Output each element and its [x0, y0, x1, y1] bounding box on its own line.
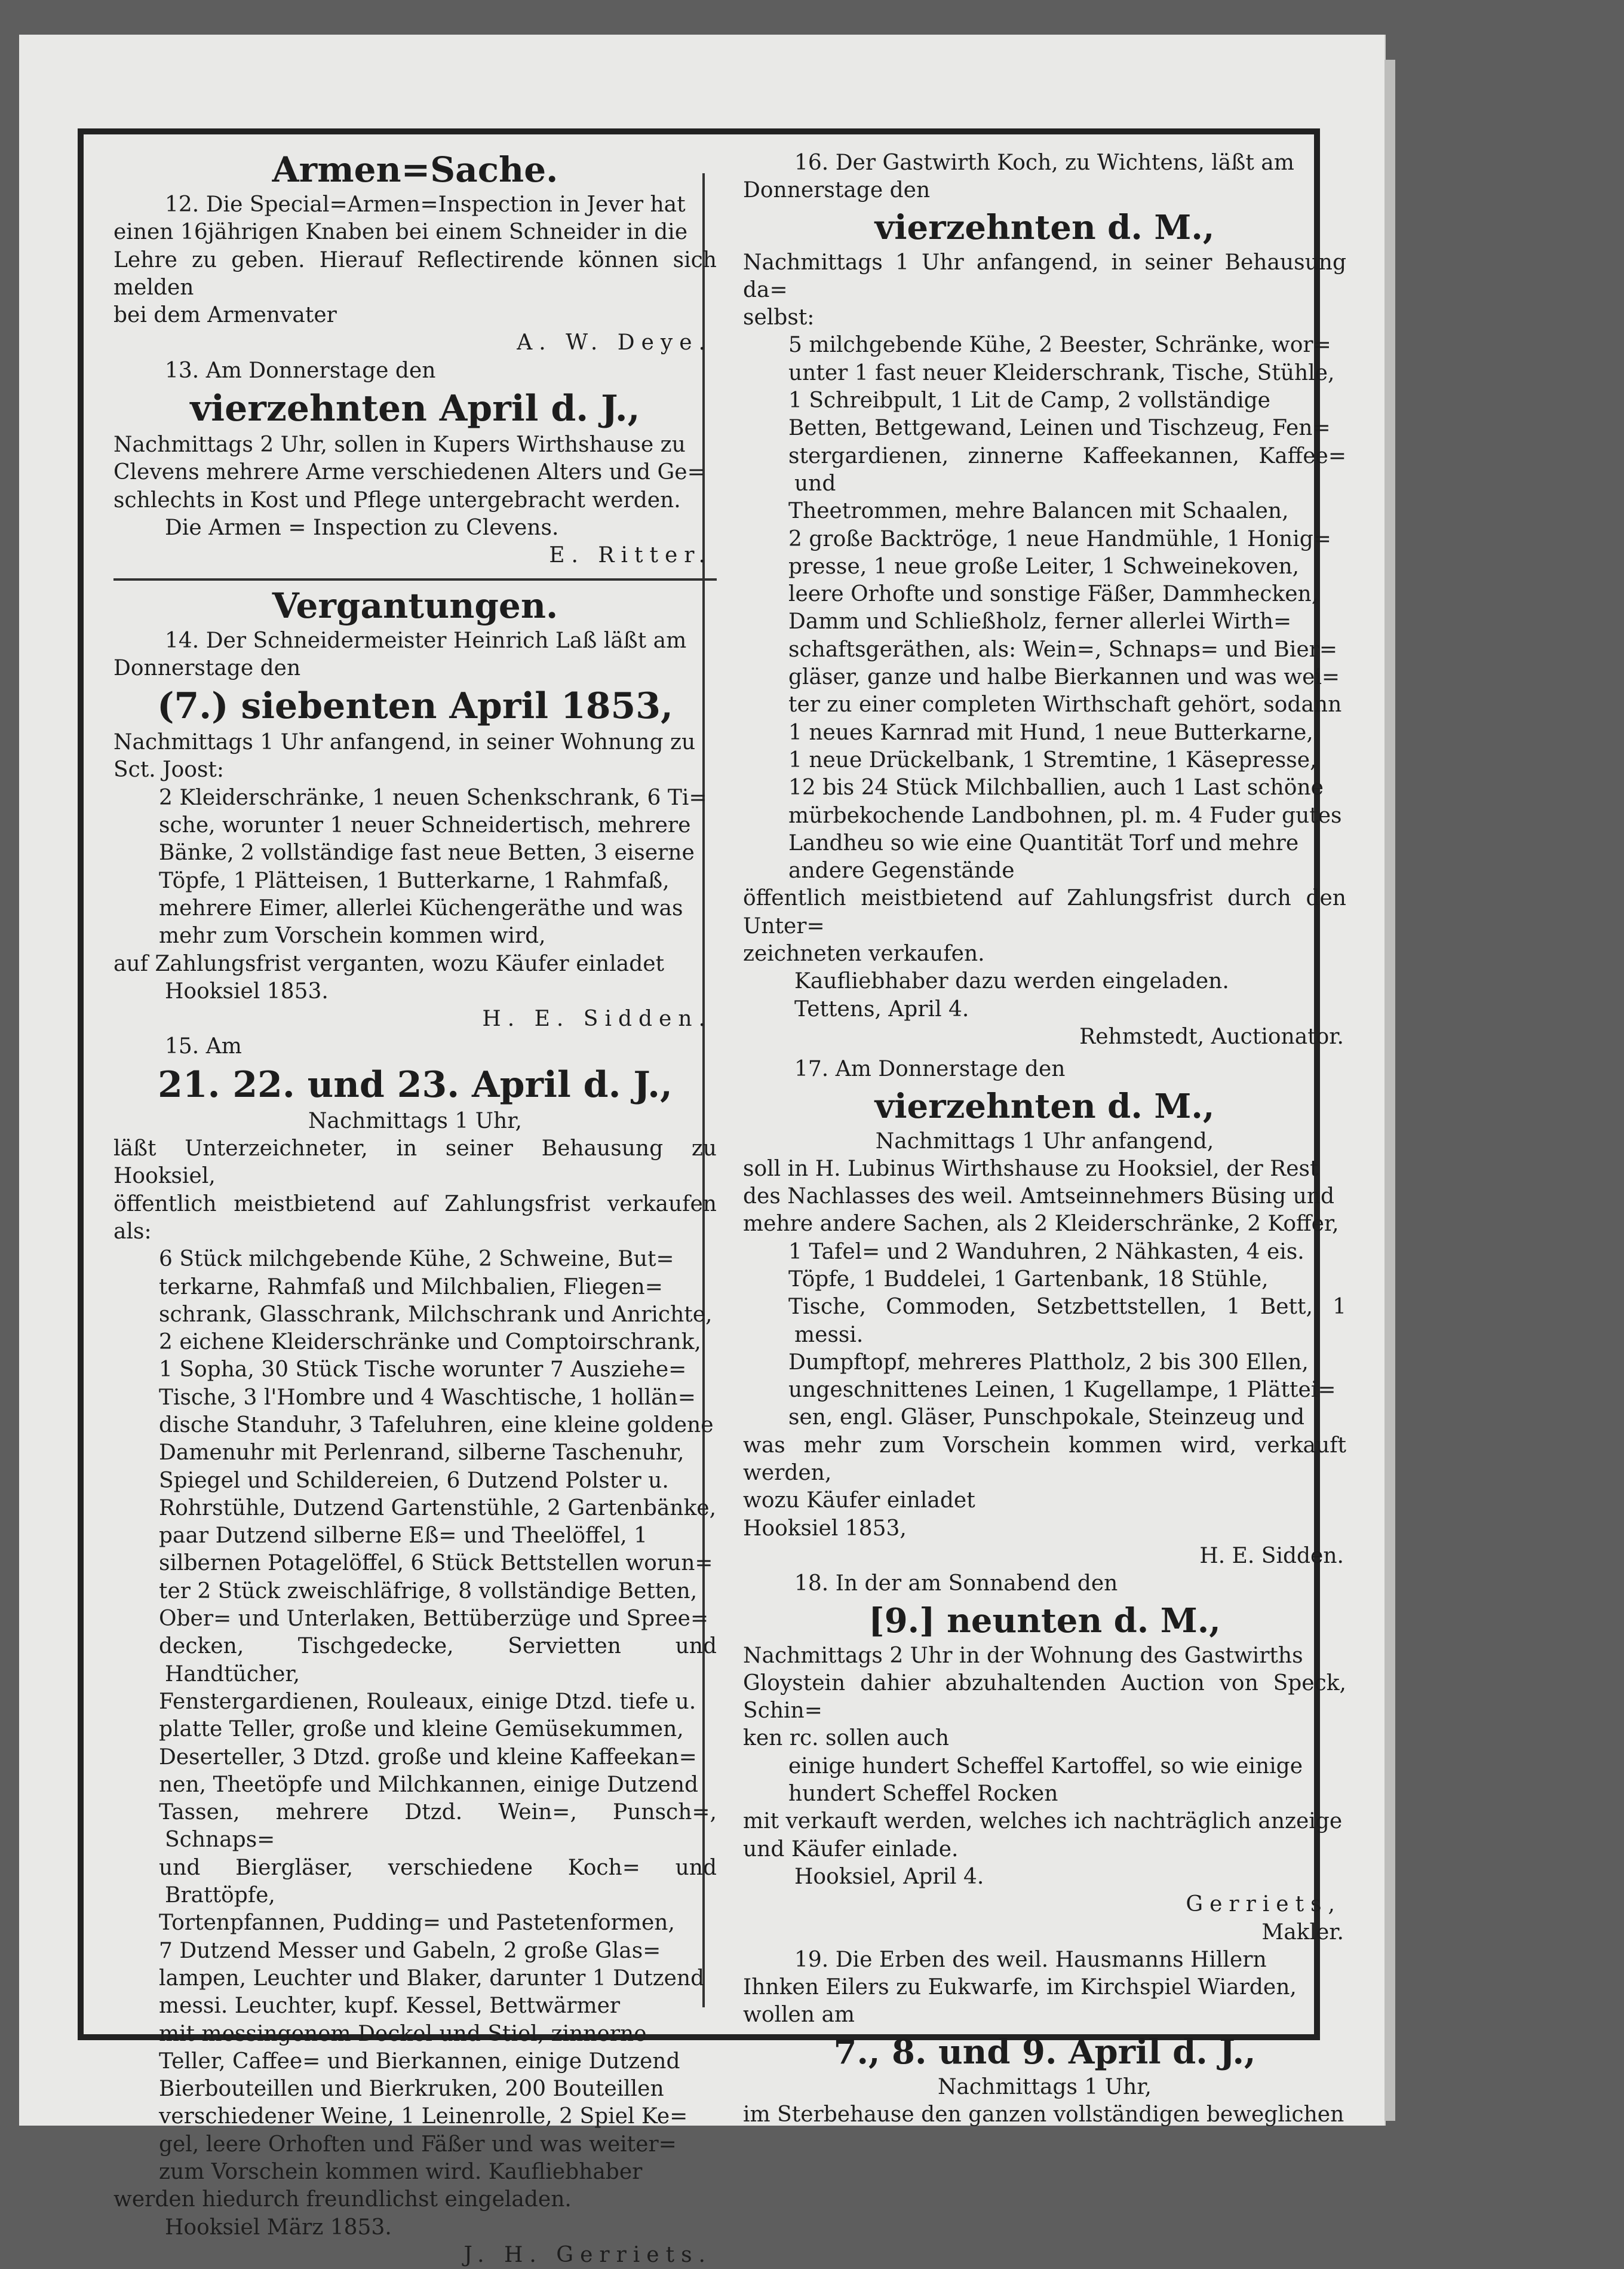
item-line: Ober= und Unterlaken, Bettüberzüge und Spree= — [159, 1606, 709, 1632]
item-line: 1 Schreibpult, 1 Lit de Camp, 2 vollständige — [788, 388, 1270, 413]
page-edge — [1384, 60, 1395, 2121]
item-line: Spiegel und Schildereien, 6 Dutzend Polster u. — [159, 1468, 669, 1493]
item-line: Tische, 3 l'Hombre und 4 Waschtische, 1 hollän= — [159, 1385, 696, 1410]
item-line: messi. Leuchter, kupf. Kessel, Bettwärmer — [159, 1994, 621, 2019]
text-line: werden hiedurch freundlichst eingeladen. — [113, 2187, 572, 2212]
text-line: Sct. Joost: — [113, 758, 225, 783]
time-line: Nachmittags 1 Uhr, — [308, 1108, 522, 1133]
right-column — [743, 149, 1346, 2129]
text-line: Donnerstage den — [113, 655, 301, 680]
item-line: sen, engl. Gläser, Punschpokale, Steinzeug und — [788, 1405, 1305, 1430]
text-line: 19. Die Erben des weil. Hausmanns Hillern — [794, 1947, 1267, 1972]
item-line: andere Gegenstände — [788, 858, 1015, 884]
time-line: Nachmittags 1 Uhr, — [938, 2074, 1152, 2099]
item-line: dische Standuhr, 3 Tafeluhren, eine kleine goldene — [159, 1412, 714, 1437]
text-line: 14. Der Schneidermeister Heinrich Laß läßt am — [165, 628, 687, 653]
signature: A. W. Deye. — [517, 330, 712, 355]
item-line: hundert Scheffel Rocken — [788, 1782, 1058, 1807]
item-line: Fenstergardienen, Rouleaux, einige Dtzd. tiefe u. — [159, 1689, 696, 1714]
item-line: verschiedener Weine, 1 Leinenrolle, 2 Spiel Ke= — [159, 2104, 688, 2129]
place-date: Hooksiel März 1853. — [165, 2215, 392, 2240]
item-line: Teller, Caffee= und Bierkannen, einige Dutzend — [159, 2049, 680, 2074]
item-line: 1 neues Karnrad mit Hund, 1 neue Butterkarne, — [788, 720, 1313, 745]
item-line: silbernen Potagelöffel, 6 Stück Bettstellen worun= — [159, 1551, 713, 1576]
place-date: Tettens, April 4. — [794, 996, 969, 1022]
place-date: Hooksiel 1853, — [743, 1516, 907, 1541]
item-line: Dumpftopf, mehreres Plattholz, 2 bis 300 Ellen, — [788, 1350, 1309, 1375]
item-line: presse, 1 neue große Leiter, 1 Schweinekoven, — [788, 554, 1300, 579]
item-line: 2 große Backtröge, 1 neue Handmühle, 1 Honig= — [788, 526, 1331, 551]
item-line: Bierbouteillen und Bierkruken, 200 Bouteillen — [159, 2077, 664, 2102]
item-line: 1 neue Drückelbank, 1 Stremtine, 1 Käsepresse, — [788, 747, 1317, 772]
text-line: was mehr zum Vorschein kommen wird, verkauft werden, — [743, 1433, 1346, 1486]
item-line: mürbekochende Landbohnen, pl. m. 4 Fuder gutes — [788, 803, 1342, 828]
item-line: gläser, ganze und halbe Bierkannen und was wei= — [788, 665, 1340, 690]
item-line: 6 Stück milchgebende Kühe, 2 Schweine, But= — [159, 1247, 674, 1272]
signature: H. E. Sidden. — [482, 1007, 712, 1032]
text-line: 17. Am Donnerstage den — [794, 1057, 1066, 1082]
date-heading: [9.] neunten d. M., — [868, 1600, 1221, 1641]
item-line: 1 Sopha, 30 Stück Tische worunter 7 Ausziehe= — [159, 1357, 687, 1382]
date-heading: vierzehnten d. M., — [874, 1086, 1215, 1126]
date-heading: (7.) siebenten April 1853, — [157, 685, 673, 728]
notice-18 — [743, 1570, 1346, 1946]
text-line: läßt Unterzeichneter, in seiner Behausung zu Hooksiel, — [113, 1136, 717, 1189]
item-line: Rohrstühle, Dutzend Gartenstühle, 2 Gartenbänke, — [159, 1495, 717, 1520]
section-title-vergantungen: Vergantungen. — [272, 585, 558, 626]
item-line: schaftsgeräthen, als: Wein=, Schnaps= und Bier= — [788, 637, 1338, 662]
text-line: mehre andere Sachen, als 2 Kleiderschränke, 2 Koffer, — [743, 1212, 1339, 1237]
item-line: Tische, Commoden, Setzbettstellen, 1 Bett, 1 messi. — [788, 1295, 1346, 1347]
item-line: Deserteller, 3 Dtzd. große und kleine Kaffeekan= — [159, 1744, 697, 1770]
signature: Gerriets, — [1186, 1892, 1341, 1917]
text-line: bei dem Armenvater — [113, 303, 337, 328]
signature: J. H. Gerriets. — [463, 2242, 712, 2267]
item-line: ter zu einer completen Wirthschaft gehört, sodann — [788, 692, 1342, 718]
text-line: Ihnken Eilers zu Eukwarfe, im Kirchspiel Wiarden, — [743, 1975, 1297, 2000]
item-line: nen, Theetöpfe und Milchkannen, einige Dutzend — [159, 1772, 699, 1797]
text-line: Die Armen = Inspection zu Clevens. — [165, 515, 559, 540]
item-line: paar Dutzend silberne Eß= und Theelöffel, 1 — [159, 1523, 648, 1549]
item-line: terkarne, Rahmfaß und Milchbalien, Fliegen= — [159, 1274, 663, 1299]
text-line: Gloystein dahier abzuhaltenden Auction von Speck, Schin= — [743, 1670, 1346, 1724]
item-line: Tortenpfannen, Pudding= und Pastetenformen, — [159, 1911, 675, 1936]
item-line: 1 Tafel= und 2 Wanduhren, 2 Nähkasten, 4 eis. — [788, 1239, 1304, 1264]
item-line: gel, leere Orhoften und Fäßer und was weiter= — [159, 2132, 677, 2157]
notice-17 — [743, 1056, 1346, 1570]
text-line: selbst: — [743, 305, 815, 330]
item-line: unter 1 fast neuer Kleiderschrank, Tische, Stühle, — [788, 360, 1335, 385]
item-line: Betten, Bettgewand, Leinen und Tischzeug, Fen= — [788, 416, 1331, 441]
notice-14 — [113, 627, 717, 1034]
text-line: Nachmittags 1 Uhr anfangend, in seiner Behausung da= — [743, 250, 1346, 302]
notice-19 — [743, 1946, 1346, 2129]
text-line: 12. Die Special=Armen=Inspection in Jever hat — [165, 192, 686, 217]
text-line: Donnerstage den — [743, 178, 931, 203]
left-column — [113, 149, 717, 2269]
item-line: lampen, Leuchter und Blaker, darunter 1 Dutzend — [159, 1966, 705, 1991]
signature-title: Makler. — [1261, 1920, 1344, 1945]
item-line: schrank, Glasschrank, Milchschrank und Anrichte, — [159, 1302, 713, 1327]
text-line: Nachmittags 1 Uhr anfangend, in seiner Wohnung zu — [113, 730, 696, 755]
item-line: ter 2 Stück zweischläfrige, 8 vollständige Betten, — [159, 1578, 698, 1603]
item-line: Töpfe, 1 Plätteisen, 1 Butterkarne, 1 Rahmfaß, — [159, 868, 670, 893]
item-line: Bänke, 2 vollständige fast neue Betten, 3 eiserne — [159, 841, 695, 866]
text-line: Nachmittags 2 Uhr, sollen in Kupers Wirthshause zu — [113, 433, 686, 458]
item-line: decken, Tischgedecke, Servietten und Handtücher, — [159, 1634, 717, 1687]
text-line: 13. Am Donnerstage den — [165, 358, 436, 383]
text-line: zeichneten verkaufen. — [743, 942, 985, 967]
text-line: des Nachlasses des weil. Amtseinnehmers Büsing und — [743, 1184, 1335, 1209]
text-line: ken rc. sollen auch — [743, 1726, 950, 1751]
item-line: Töpfe, 1 Buddelei, 1 Gartenbank, 18 Stühle, — [788, 1267, 1269, 1292]
item-line: Theetrommen, mehre Balancen mit Schaalen, — [788, 499, 1289, 524]
text-line: wollen am — [743, 2003, 855, 2028]
text-line: Nachmittags 2 Uhr in der Wohnung des Gastwirths — [743, 1643, 1303, 1668]
item-line: zum Vorschein kommen wird. Kaufliebhaber — [159, 2160, 643, 2184]
item-line: Landheu so wie eine Quantität Torf und mehre — [788, 830, 1299, 856]
date-heading: vierzehnten April d. J., — [190, 388, 640, 430]
text-line: im Sterbehause den ganzen vollständigen beweglichen — [743, 2102, 1344, 2127]
item-line: leere Orhofte und sonstige Fäßer, Dammhecken, — [788, 582, 1319, 607]
item-line: und Biergläser, verschiedene Koch= und Brattöpfe, — [159, 1855, 717, 1908]
item-line: Damenuhr mit Perlenrand, silberne Taschenuhr, — [159, 1440, 684, 1465]
item-line: 2 Kleiderschränke, 1 neuen Schenkschrank, 6 Ti= — [159, 785, 707, 810]
item-line: sche, worunter 1 neuer Schneidertisch, mehrere — [159, 813, 691, 838]
item-line: 12 bis 24 Stück Milchballien, auch 1 Last schöne — [788, 775, 1324, 801]
text-line: 15. Am — [165, 1034, 242, 1059]
text-line: einen 16jährigen Knaben bei einem Schneider in die — [113, 220, 687, 245]
item-line: mehrere Eimer, allerlei Küchengeräthe und was — [159, 896, 683, 921]
text-line: Kaufliebhaber dazu werden eingeladen. — [794, 969, 1229, 994]
place-date: Hooksiel 1853. — [165, 979, 329, 1004]
text-line: wozu Käufer einladet — [743, 1488, 975, 1513]
text-line: 16. Der Gastwirth Koch, zu Wichtens, läßt am — [794, 151, 1294, 175]
section-rule — [113, 578, 717, 581]
signature: H. E. Sidden. — [1199, 1543, 1344, 1568]
text-line: öffentlich meistbietend auf Zahlungsfrist verkaufen als: — [113, 1191, 717, 1244]
text-line: und Käufer einlade. — [743, 1836, 959, 1862]
notice-15 — [113, 1033, 717, 2269]
notice-16 — [743, 149, 1346, 1051]
notice-13 — [113, 357, 717, 570]
item-line: mehr zum Vorschein kommen wird, — [159, 924, 546, 949]
item-line: mit messingenem Deckel und Stiel, zinnerne — [159, 2021, 647, 2046]
item-line: 7 Dutzend Messer und Gabeln, 2 große Glas= — [159, 1938, 661, 1963]
section-title-armen-sache: Armen=Sache. — [272, 149, 558, 190]
item-line: platte Teller, große und kleine Gemüsekummen, — [159, 1717, 684, 1742]
text-line: Lehre zu geben. Hierauf Reflectirende können sich melden — [113, 247, 717, 300]
item-line: 5 milchgebende Kühe, 2 Beester, Schränke, wor= — [788, 333, 1331, 358]
notice-12 — [113, 191, 717, 357]
date-heading: 7., 8. und 9. April d. J., — [833, 2032, 1256, 2072]
item-line: 2 eichene Kleiderschränke und Comptoirschrank, — [159, 1330, 701, 1355]
place-date: Hooksiel, April 4. — [794, 1864, 984, 1889]
text-line: mit verkauft werden, welches ich nachträglich anzeige — [743, 1809, 1343, 1834]
date-heading: 21. 22. und 23. April d. J., — [158, 1063, 673, 1106]
item-line: Tassen, mehrere Dtzd. Wein=, Punsch=, Schnaps= — [159, 1800, 717, 1853]
signature: Rehmstedt, Auctionator. — [1079, 1024, 1344, 1049]
text-line: 18. In der am Sonnabend den — [794, 1571, 1118, 1596]
time-line: Nachmittags 1 Uhr anfangend, — [875, 1129, 1214, 1154]
signature: E. Ritter. — [549, 543, 712, 568]
item-line: einige hundert Scheffel Kartoffel, so wie einige — [788, 1753, 1303, 1779]
date-heading: vierzehnten d. M., — [874, 207, 1215, 247]
item-line: Damm und Schließholz, ferner allerlei Wirth= — [788, 609, 1292, 634]
text-line: öffentlich meistbietend auf Zahlungsfrist durch den Unter= — [743, 886, 1346, 939]
item-line: ungeschnittenes Leinen, 1 Kugellampe, 1 Plättei= — [788, 1378, 1336, 1403]
text-line: schlechts in Kost und Pflege untergebracht werden. — [113, 487, 681, 513]
text-line: soll in H. Lubinus Wirthshause zu Hooksiel, der Rest — [743, 1156, 1319, 1181]
text-line: Clevens mehrere Arme verschiedenen Alters und Ge= — [113, 460, 705, 485]
item-line: stergardienen, zinnerne Kaffeekannen, Kaffee= und — [788, 443, 1346, 496]
text-line: auf Zahlungsfrist verganten, wozu Käufer einladet — [113, 951, 665, 976]
